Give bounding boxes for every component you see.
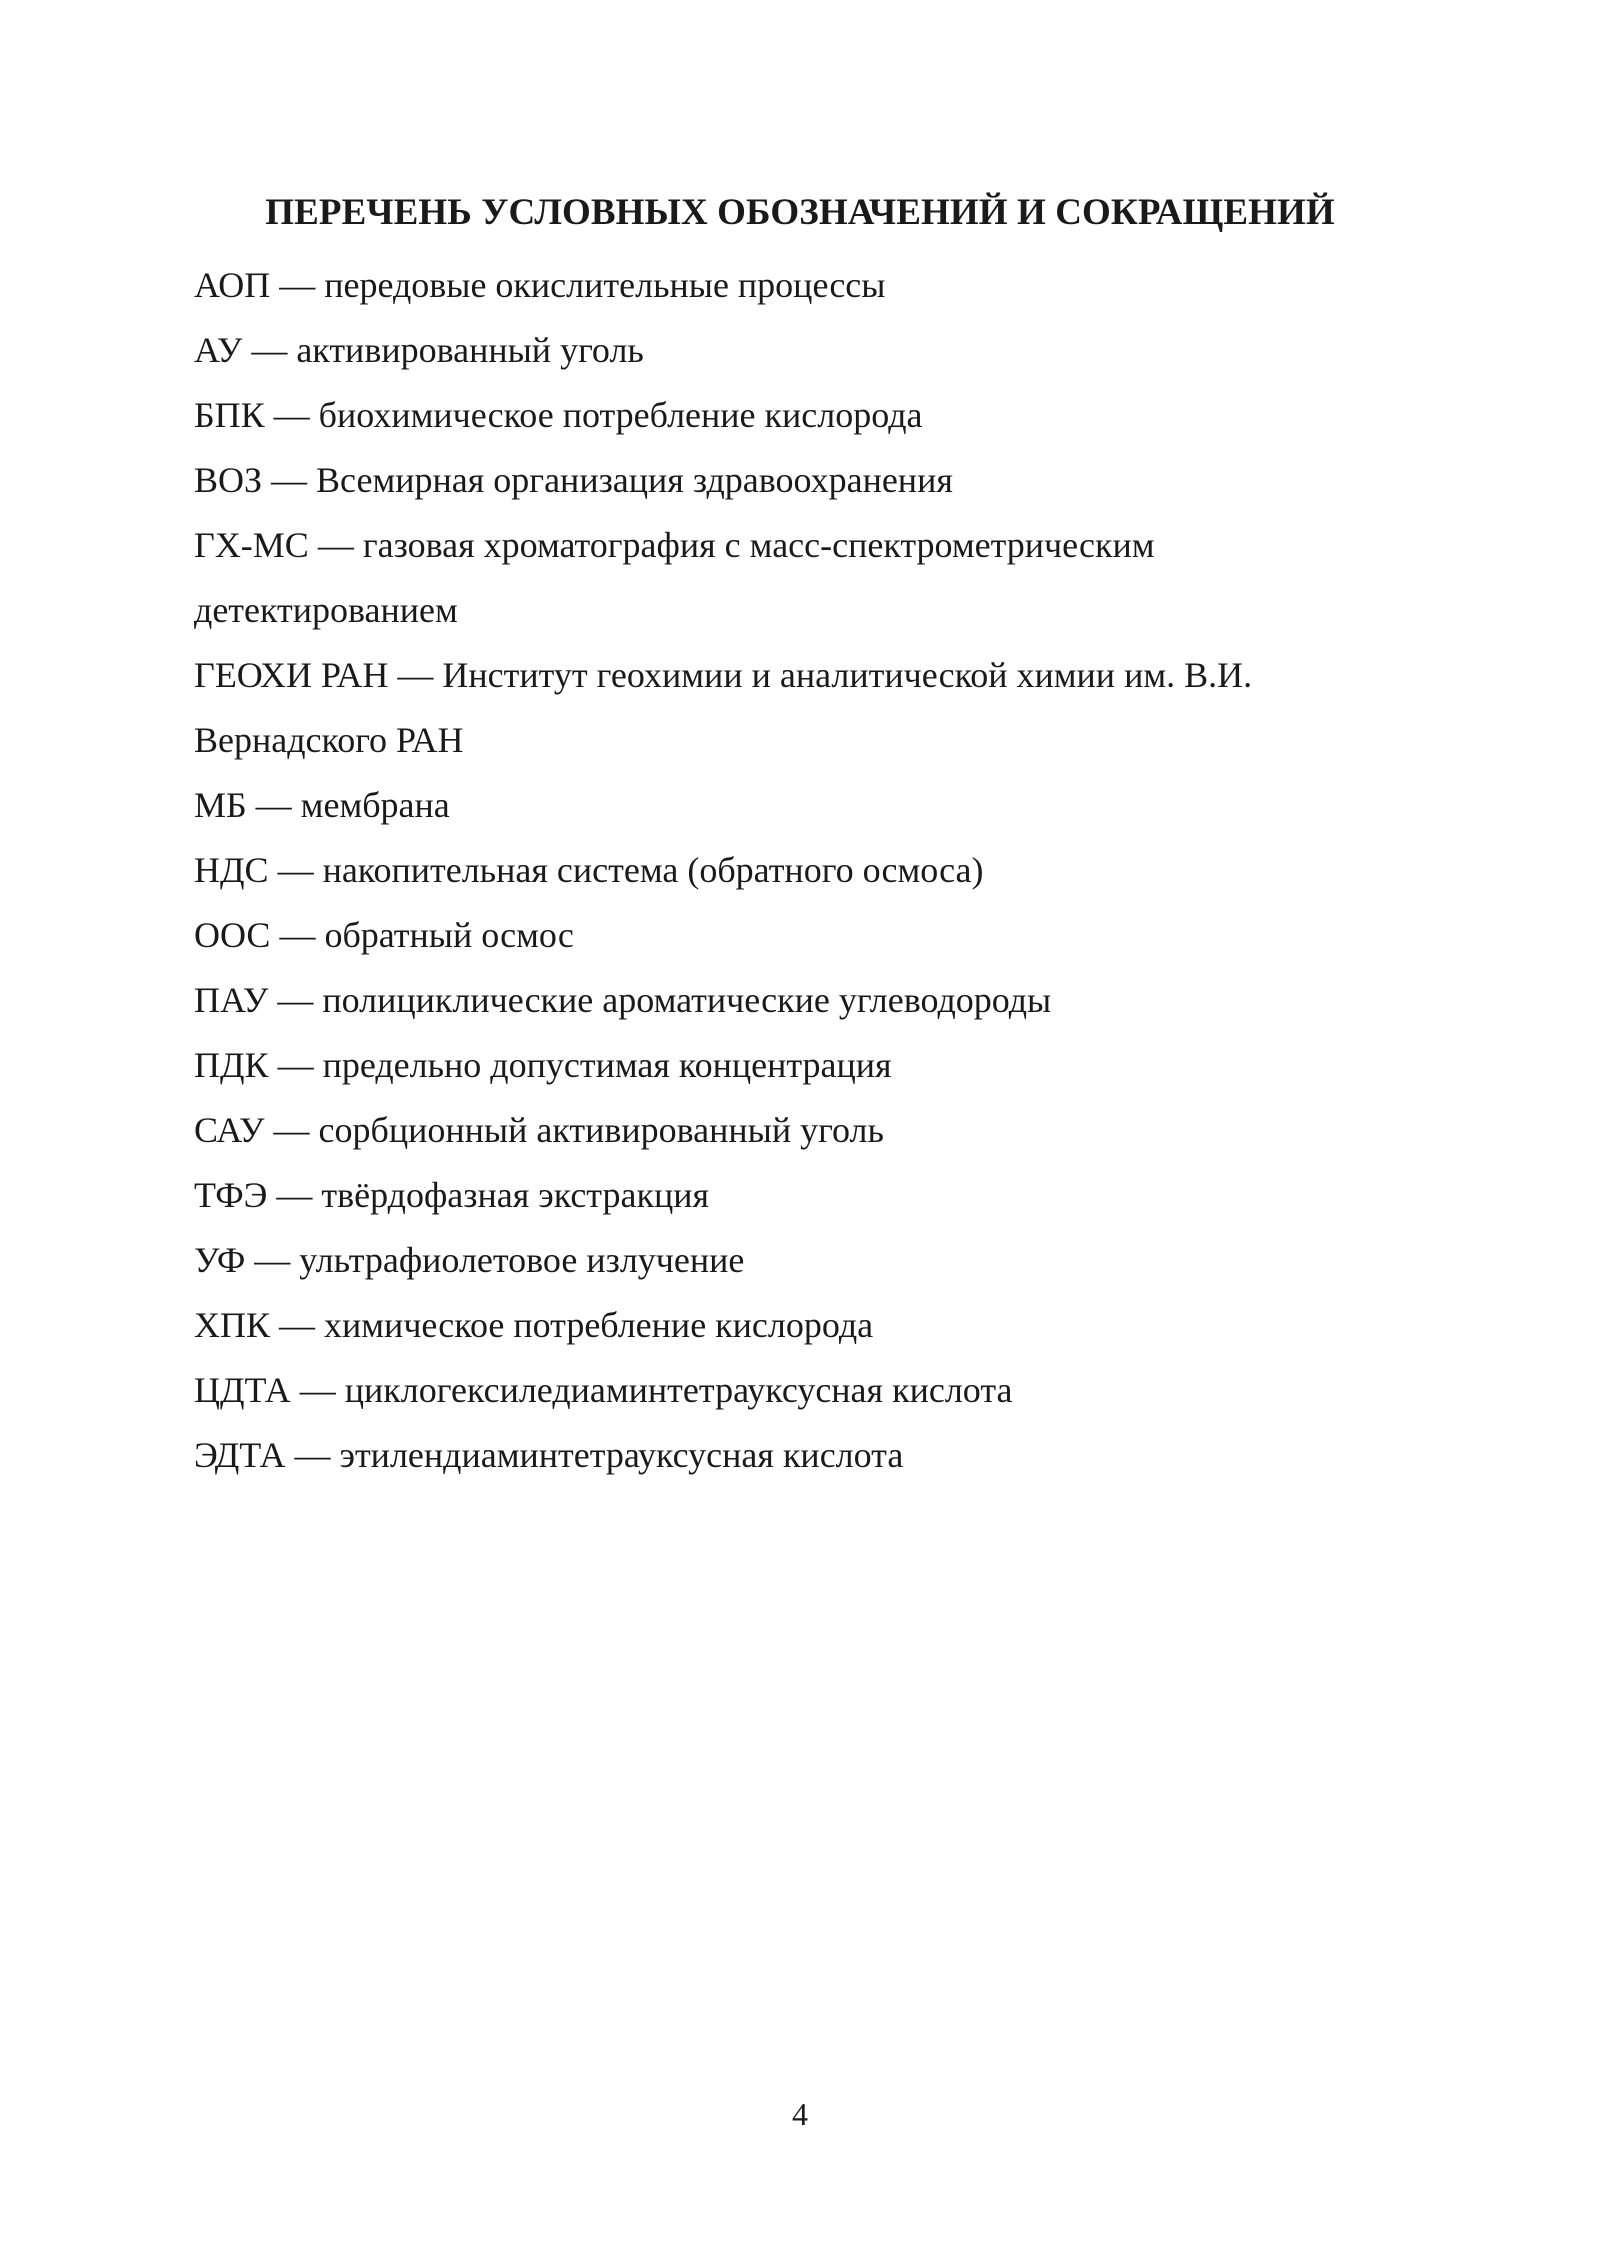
page-number: 4 — [792, 2096, 808, 2132]
abbreviation-entry-line: Вернадского РАН — [194, 720, 464, 760]
abbreviation-entry: САУ — сорбционный активированный уголь — [194, 1110, 884, 1150]
abbreviation-entry: АОП — передовые окислительные процессы — [194, 265, 886, 305]
abbreviation-entry-line: ГХ-МС — газовая хроматография с масс-спектрометрическим — [194, 525, 1155, 565]
abbreviation-entry: ПДК — предельно допустимая концентрация — [194, 1045, 892, 1085]
abbreviation-entry: ТФЭ — твёрдофазная экстракция — [194, 1175, 710, 1215]
abbreviation-entry: ЭДТА — этилендиаминтетрауксусная кислота — [194, 1435, 904, 1475]
abbreviation-entry — [194, 513, 1424, 643]
abbreviation-entry: ПАУ — полициклические ароматические углеводороды — [194, 980, 1052, 1020]
abbreviation-entry — [194, 643, 1424, 773]
abbreviation-entry: ООС — обратный осмос — [194, 915, 574, 955]
abbreviation-entry: ЦДТА — циклогексиледиаминтетрауксусная кислота — [194, 1370, 1013, 1410]
abbreviation-entry-line: ГЕОХИ РАН — Институт геохимии и аналитической химии им. В.И. — [194, 655, 1253, 695]
abbreviation-entry: ХПК — химическое потребление кислорода — [194, 1305, 874, 1345]
abbreviation-entry: БПК — биохимическое потребление кислорода — [194, 395, 923, 435]
abbreviation-entry: МБ — мембрана — [194, 785, 450, 825]
abbreviation-entry: ВОЗ — Всемирная организация здравоохранения — [194, 460, 953, 500]
abbreviation-entry: НДС — накопительная система (обратного осмоса) — [194, 850, 984, 890]
abbreviation-entry: УФ — ультрафиолетовое излучение — [194, 1240, 745, 1280]
page-title: ПЕРЕЧЕНЬ УСЛОВНЫХ ОБОЗНАЧЕНИЙ И СОКРАЩЕНИЙ — [265, 192, 1335, 233]
abbreviation-list — [194, 253, 1424, 1488]
abbreviation-entry: АУ — активированный уголь — [194, 330, 644, 370]
abbreviation-entry-line: детектированием — [194, 590, 458, 630]
